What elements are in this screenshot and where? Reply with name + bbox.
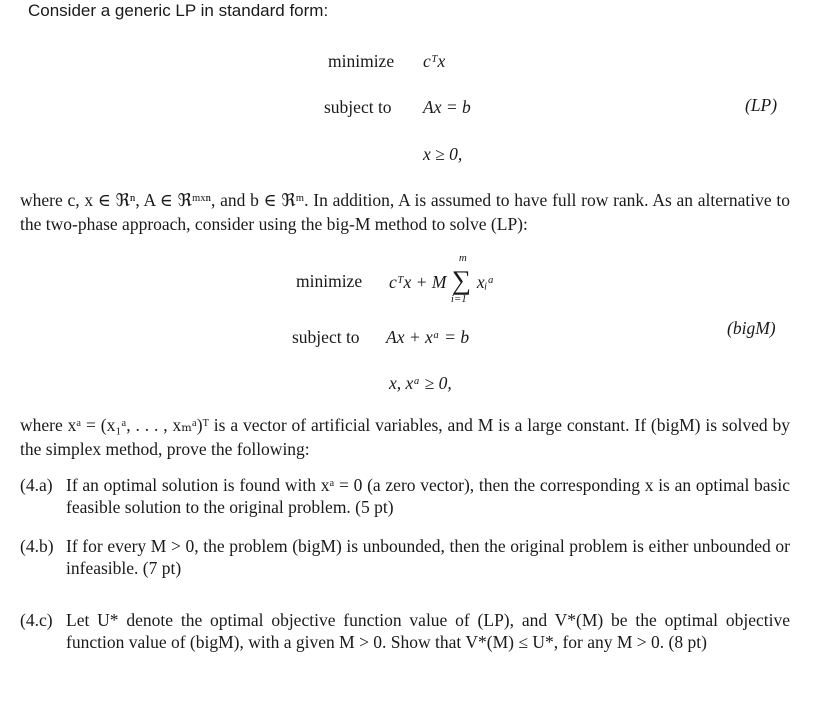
lp-constraint: Ax = b: [423, 97, 471, 117]
bigm-label: (bigM): [727, 318, 776, 338]
sum-upper-limit: m: [458, 252, 467, 264]
question-text: If for every M > 0, the problem (bigM) is unbounded, then the original problem is either unbounded or infeasible. (7 pt): [66, 536, 790, 578]
bigm-nonnegativity: x, xᵃ ≥ 0,: [389, 373, 452, 393]
sum-term: xᵢᵃ: [476, 272, 495, 292]
lp-objective: cᵀx: [423, 51, 446, 71]
question-number: (4.a): [20, 475, 53, 495]
question-text: If an optimal solution is found with xᵃ = 0 (a zero vector), then the corresponding x is an optimal basic feasible solution to the original problem. (5 pt): [66, 475, 790, 517]
paragraph-where-2: where xᵃ = (x₁ᵃ, . . . , xₘᵃ)ᵀ is a vector of artificial variables, and M is a large constant. If (bigM) is solved by the simplex method, prove the following:: [20, 415, 790, 459]
intro-text: Consider a generic LP in standard form:: [28, 1, 329, 20]
question-4c: [20, 609, 790, 653]
summation-symbol: ∑ m i=1: [450, 252, 472, 305]
question-number: (4.b): [20, 536, 54, 556]
lp-nonnegativity: x ≥ 0,: [423, 144, 463, 164]
bigm-objective: cᵀx + M: [389, 272, 447, 292]
bigm-subject-to-keyword: subject to: [292, 327, 360, 347]
bigm-objective-formula: [389, 252, 495, 305]
lp-subject-to-keyword: subject to: [324, 97, 392, 117]
question-text: Let U* denote the optimal objective function value of (LP), and V*(M) be the optimal objective function value of (bigM), with a given M > 0. Show that V*(M) ≤ U*, for any M > 0. (8 pt): [66, 610, 790, 652]
question-number: (4.c): [20, 610, 53, 630]
lp-label: (LP): [745, 95, 778, 115]
bigm-minimize-keyword: minimize: [296, 271, 363, 291]
bigm-constraint: Ax + xᵃ = b: [386, 327, 470, 347]
paragraph-where-1: where c, x ∈ ℜⁿ, A ∈ ℜᵐˣⁿ, and b ∈ ℜᵐ. In addition, A is assumed to have full row rank. As an alternative to the two-phase approach, consider using the big-M method to solve (LP):: [20, 190, 790, 234]
lp-minimize-keyword: minimize: [328, 51, 395, 71]
sum-lower-limit: i=1: [450, 293, 467, 305]
question-4a: [20, 474, 790, 518]
question-4b: [20, 535, 790, 579]
